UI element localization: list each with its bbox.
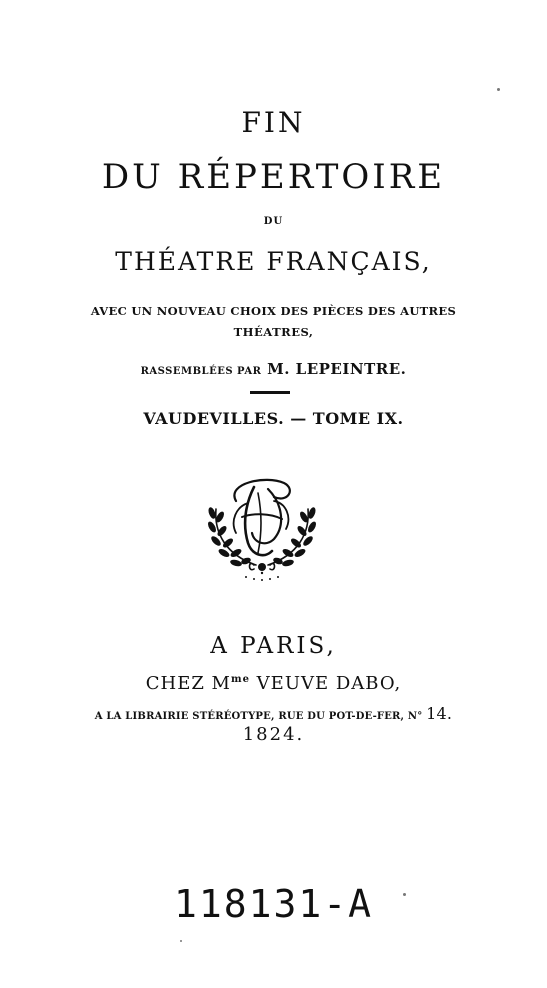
divider-rule [250, 391, 290, 394]
publisher-prefix: CHEZ M [145, 673, 231, 694]
imprint-address [0, 704, 547, 723]
subtitle-theatres: THÉATRES, [233, 325, 314, 339]
title-du: DU [263, 216, 284, 227]
subtitle-avec: AVEC UN NOUVEAU CHOIX DES PIÈCES DES AUTRES [90, 304, 457, 318]
publisher-name: VEUVE DABO, [249, 673, 402, 694]
paper-speck [497, 88, 500, 91]
compiler-line [0, 360, 547, 378]
paper-speck [403, 893, 406, 896]
compiler-prefix: RASSEMBLÉES PAR [140, 366, 262, 377]
address-number: 14. [426, 704, 453, 723]
volume-line: VAUDEVILLES. — TOME IX. [143, 409, 404, 428]
imprint-city: A PARIS, [210, 633, 337, 659]
paper-speck [180, 940, 182, 942]
title-theatre-francais: THÉATRE FRANÇAIS, [115, 247, 432, 276]
monogram-fleuron-icon [196, 473, 328, 585]
shelfmark: 118131-A [173, 882, 374, 926]
title-fin: FIN [241, 106, 306, 139]
compiler-name: M. LEPEINTRE. [261, 360, 407, 378]
address-text: A LA LIBRAIRIE STÉRÉOTYPE, RUE DU POT-DE-FER, N° [94, 711, 427, 722]
imprint-publisher [0, 673, 547, 694]
title-repertoire: DU RÉPERTOIRE [101, 157, 446, 197]
imprint-year: 1824. [242, 724, 305, 745]
publisher-superscript: me [231, 674, 250, 685]
